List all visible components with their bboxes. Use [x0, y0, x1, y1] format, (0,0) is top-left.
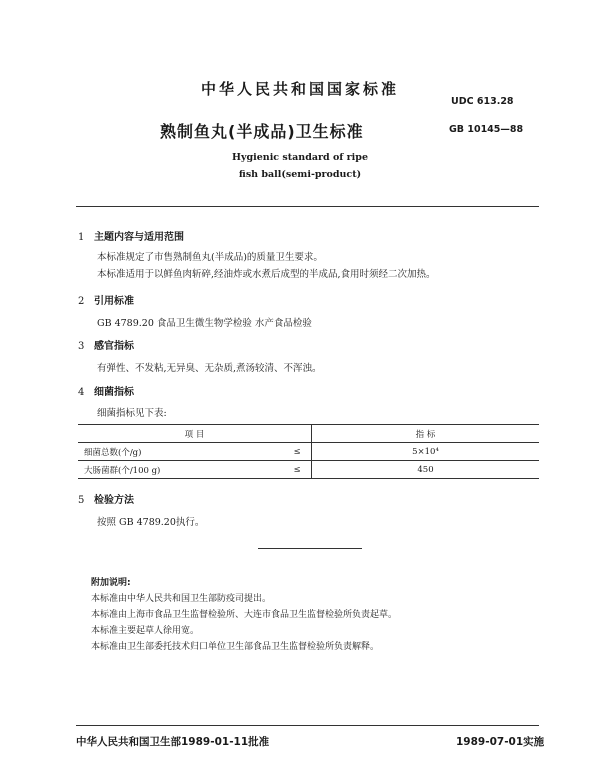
section-title: 主题内容与适用范围: [94, 232, 184, 243]
table-cell-value: 450: [312, 461, 540, 479]
paragraph: 本标准规定了市售熟制鱼丸(半成品)的质量卫生要求。: [97, 252, 323, 263]
bottom-rule: [76, 725, 539, 726]
table-row: [78, 443, 539, 461]
note-line: 本标准主要起草人徐用宽。: [91, 626, 200, 636]
section-number: 1: [78, 232, 85, 243]
table-row: [78, 461, 539, 479]
table-cell-op: ≤: [283, 461, 312, 479]
english-title-line-2: fish ball(semi-product): [238, 169, 362, 180]
section-heading: [78, 337, 134, 352]
section-title: 检验方法: [94, 495, 134, 506]
top-rule: [76, 206, 539, 207]
section-heading: [78, 383, 134, 398]
section-heading: [78, 228, 184, 243]
table-cell-value: 5×10⁴: [312, 443, 540, 461]
note-line: 本标准由上海市食品卫生监督检验所、大连市食品卫生监督检验所负责起草。: [91, 610, 398, 620]
org-title: 中华人民共和国国家标准: [200, 80, 399, 98]
note-line: 本标准由卫生部委托技术归口单位卫生部食品卫生监督检验所负责解释。: [91, 642, 380, 652]
section-title: 引用标准: [94, 296, 134, 307]
paragraph: 按照 GB 4789.20执行。: [97, 517, 205, 528]
table-cell-item: 细菌总数(个/g): [78, 443, 283, 461]
table-cell-item: 大肠菌群(个/100 g): [78, 461, 283, 479]
paragraph: GB 4789.20 食品卫生微生物学检验 水产食品检验: [97, 318, 312, 329]
paragraph: 细菌指标见下表:: [97, 408, 167, 419]
table-header-value: 指 标: [312, 425, 540, 443]
paragraph: 本标准适用于以鲜鱼肉斩碎,经油炸或水煮后成型的半成品,食用时须经二次加热。: [97, 269, 436, 280]
section-heading: [78, 491, 134, 506]
note-line: 本标准由中华人民共和国卫生部防疫司提出。: [91, 594, 272, 604]
approval-date: 中华人民共和国卫生部1989-01-11批准: [76, 736, 270, 748]
udc-code: UDC 613.28: [451, 96, 514, 107]
section-title: 细菌指标: [94, 387, 134, 398]
section-number: 5: [78, 495, 85, 506]
standard-title: 熟制鱼丸(半成品)卫生标准: [160, 122, 364, 141]
section-number: 4: [78, 387, 85, 398]
section-number: 2: [78, 296, 85, 307]
section-number: 3: [78, 341, 85, 352]
separator-rule: [258, 548, 362, 549]
english-title-line-1: Hygienic standard of ripe: [232, 152, 368, 163]
section-heading: [78, 292, 134, 307]
bacteria-table: [78, 424, 539, 479]
table-header-row: [78, 425, 539, 443]
gb-code: GB 10145—88: [449, 124, 524, 135]
notes-title: 附加说明:: [91, 578, 131, 588]
effective-date: 1989-07-01实施: [456, 736, 545, 748]
table-cell-op: ≤: [283, 443, 312, 461]
section-title: 感官指标: [94, 341, 134, 352]
table-header-item: 项 目: [78, 425, 312, 443]
paragraph: 有弹性、不发粘,无异臭、无杂质,煮汤较清、不浑浊。: [97, 363, 322, 374]
